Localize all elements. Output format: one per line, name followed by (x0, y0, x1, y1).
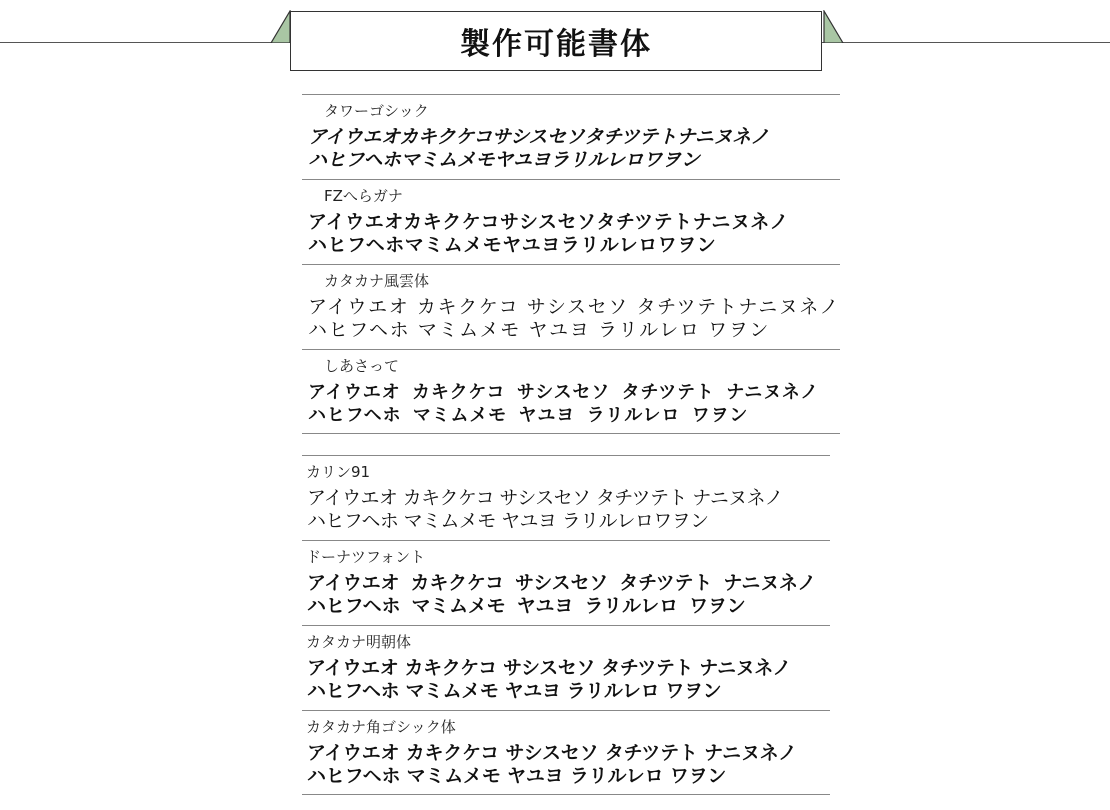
sample-line-1: アイウエオ カキクケコ サシスセソ タチツテト ナニヌネノ (308, 382, 819, 403)
page-title: 製作可能書体 (460, 27, 652, 62)
font-sample-text (302, 657, 830, 703)
font-sample-katakana-fuun (302, 264, 840, 349)
font-sample-tower-gothic (302, 94, 840, 179)
font-sample-shiasatte (302, 349, 840, 434)
sample-line-1: アイウエオ カキクケコ サシスセソ タチツテト ナニヌネノ (307, 487, 783, 509)
font-name: FZへらガナ (324, 187, 403, 205)
font-sample-text (302, 211, 840, 257)
font-sample-fz-heragana (302, 179, 840, 264)
font-sample-text (302, 381, 840, 427)
sample-line-1: アイウエオ カキクケコ サシスセソ タチツテト ナニヌネノ (307, 742, 797, 764)
font-name: カタカナ明朝体 (306, 633, 412, 651)
sample-line-1: アイウエオ カキクケコ サシスセソ タチツテト ナニヌネノ (307, 572, 817, 594)
sample-line-2: ハヒフヘホ マミムメモ ヤユヨ ラリルレロ ワヲン (308, 405, 749, 426)
title-box (290, 11, 822, 71)
font-sample-text (302, 572, 830, 618)
sample-line-2: ハヒフヘホマミムメモヤユヨラリルレロワヲン (308, 234, 717, 256)
font-sample-katakana-kaku-gothic (302, 710, 830, 795)
sample-line-1: アイウエオカキクケコサシスセソタチツテトナニヌネノ (308, 126, 769, 148)
font-sample-katakana-mincho (302, 625, 830, 710)
font-sample-karin91 (302, 455, 830, 540)
sample-line-2: ハヒフヘホマミムメモヤユヨラリルレロワヲン (308, 149, 700, 171)
font-sample-donut-font (302, 540, 830, 625)
font-name: ドーナツフォント (306, 548, 426, 566)
font-name: タワーゴシック (324, 102, 429, 120)
sample-line-1: アイウエオカキクケコサシスセソタチツテトナニヌネノ (308, 211, 789, 233)
font-sample-list (302, 94, 840, 795)
sample-line-1: アイウエオ カキクケコ サシスセソ タチツテト ナニヌネノ (307, 657, 791, 679)
sample-line-2: ハヒフヘホ マミムメモ ヤユヨ ラリルレロ ワヲン (307, 595, 746, 617)
font-name: しあさって (324, 357, 400, 375)
sample-line-1: アイウエオ カキクケコ サシスセソ タチツテトナニヌネノ (308, 296, 841, 318)
font-name: カタカナ風雲体 (324, 272, 430, 290)
sample-line-2: ハヒフヘホ マミムメモ ヤユヨ ラリルレロ ワヲン (307, 680, 722, 702)
sample-line-2: ハヒフヘホ マミムメモ ヤユヨ ラリルレロワヲン (307, 510, 709, 532)
font-sample-text (302, 487, 830, 533)
sample-line-2: ハヒフヘホ マミムメモ ヤユヨ ラリルレロ ワヲン (307, 765, 727, 787)
sample-line-2: ハヒフヘホ マミムメモ ヤユヨ ラリルレロ ワヲン (308, 319, 770, 341)
tab-corner-right-decoration (822, 10, 844, 43)
tab-corner-left-decoration (270, 10, 292, 43)
font-name: カタカナ角ゴシック体 (306, 718, 456, 736)
font-name: カリン91 (306, 463, 371, 481)
header-rule-right (822, 42, 1110, 43)
font-sample-text (302, 742, 830, 788)
header-rule-left (0, 42, 292, 43)
font-sample-text (302, 126, 840, 172)
font-sample-text (302, 296, 840, 342)
